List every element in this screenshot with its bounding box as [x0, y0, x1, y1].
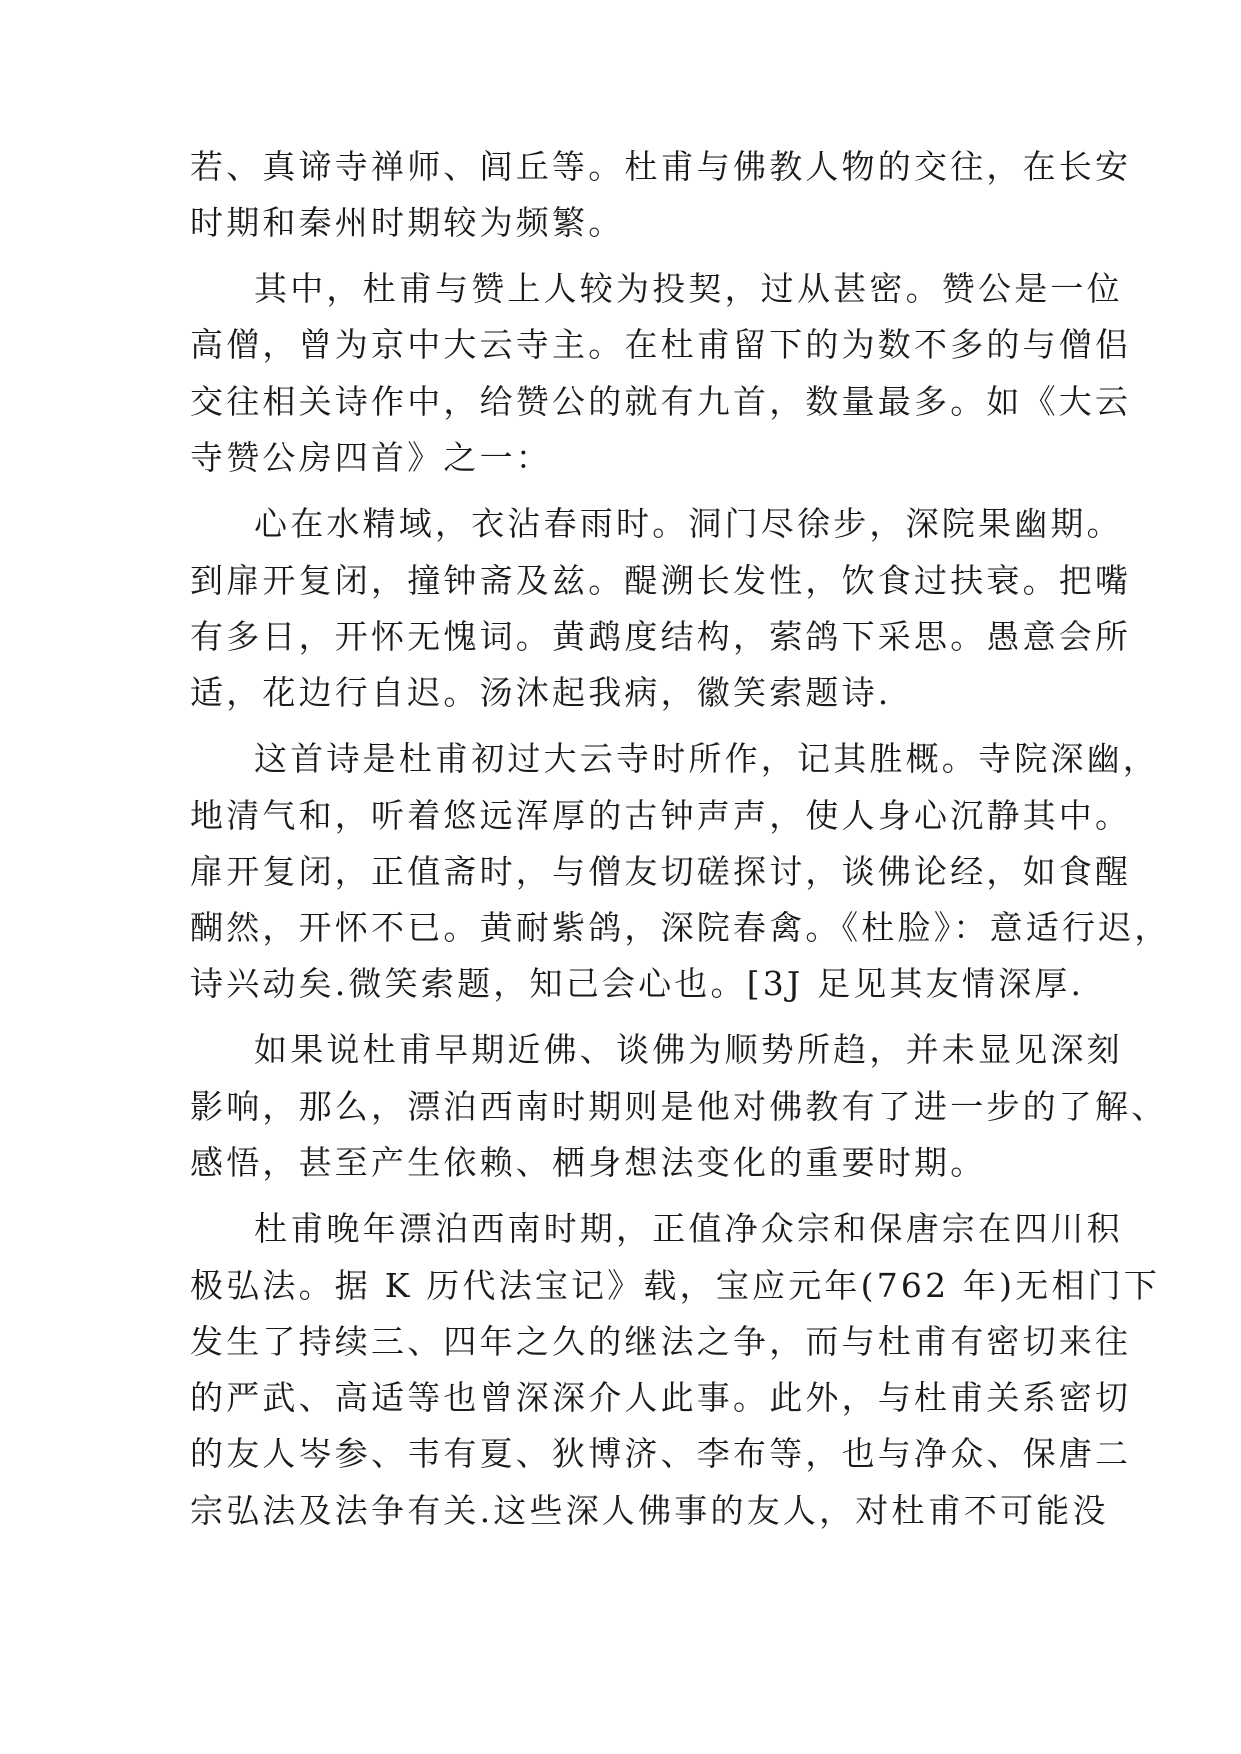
text-line: 高僧，曾为京中大云寺主。在杜甫留下的为数不多的与僧侣 [190, 325, 1132, 364]
paragraph-start-line: 其中，杜甫与赞上人较为投契，过从甚密。赞公是一位 [254, 269, 1123, 308]
text-line: 醐然，开怀不已。黄耐紫鸽，深院春禽。《杜脸》：意适行迟， [190, 908, 1171, 947]
poem-line: 有多日，开怀无愧词。黄鹉度结构，萦鸽下采思。愚意会所 [190, 617, 1132, 656]
text-line: 的严武、高适等也曾深深介人此事。此外，与杜甫关系密切 [190, 1378, 1132, 1417]
text-line: 交往相关诗作中，给赞公的就有九首，数量最多。如《大云 [190, 382, 1132, 421]
paragraph-start-line: 这首诗是杜甫初过大云寺时所作，记其胜概。寺院深幽， [254, 739, 1159, 778]
text-line: 影响，那么，漂泊西南时期则是他对佛教有了进一步的了解、 [190, 1087, 1168, 1126]
document-page [190, 0, 1171, 1754]
text-line: 寺赞公房四首》之一： [190, 438, 552, 477]
paragraph-start-line: 杜甫晚年漂泊西南时期，正值净众宗和保唐宗在四川积 [254, 1209, 1123, 1248]
text-line: 发生了持续三、四年之久的继法之争，而与杜甫有密切来往 [190, 1322, 1132, 1361]
paragraph-start-line: 如果说杜甫早期近佛、谈佛为顺势所趋，并未显见深刻 [254, 1030, 1123, 1069]
text-line: 诗兴动矣.微笑索题，知己会心也。[3J 足见其友情深厚. [190, 964, 1085, 1003]
poem-line: 适，花边行自迟。汤沐起我病，徽笑索题诗. [190, 673, 892, 712]
text-line: 地清气和，听着悠远浑厚的古钟声声，使人身心沉静其中。 [190, 796, 1132, 835]
text-line: 扉开复闭，正值斋时，与僧友切磋探讨，谈佛论经，如食醒 [190, 852, 1132, 891]
text-line: 时期和秦州时期较为频繁。 [190, 203, 625, 242]
text-line: 极弘法。据 K 历代法宝记》载，宝应元年(762 年)无相门下 [190, 1266, 1161, 1305]
text-line: 若、真谛寺禅师、闾丘等。杜甫与佛教人物的交往，在长安 [190, 147, 1132, 186]
text-line: 宗弘法及法争有关.这些深人佛事的友人，对杜甫不可能没 [190, 1491, 1109, 1530]
text-line: 的友人岑参、韦有夏、狄博济、李布等，也与净众、保唐二 [190, 1434, 1132, 1473]
text-line: 感悟，甚至产生依赖、栖身想法变化的重要时期。 [190, 1143, 987, 1182]
poem-line: 到扉开复闭，撞钟斋及兹。醍溯长发性，饮食过扶衰。把嘴 [190, 561, 1132, 600]
poem-start-line: 心在水精域，衣沾春雨时。洞门尽徐步，深院果幽期。 [254, 504, 1123, 543]
